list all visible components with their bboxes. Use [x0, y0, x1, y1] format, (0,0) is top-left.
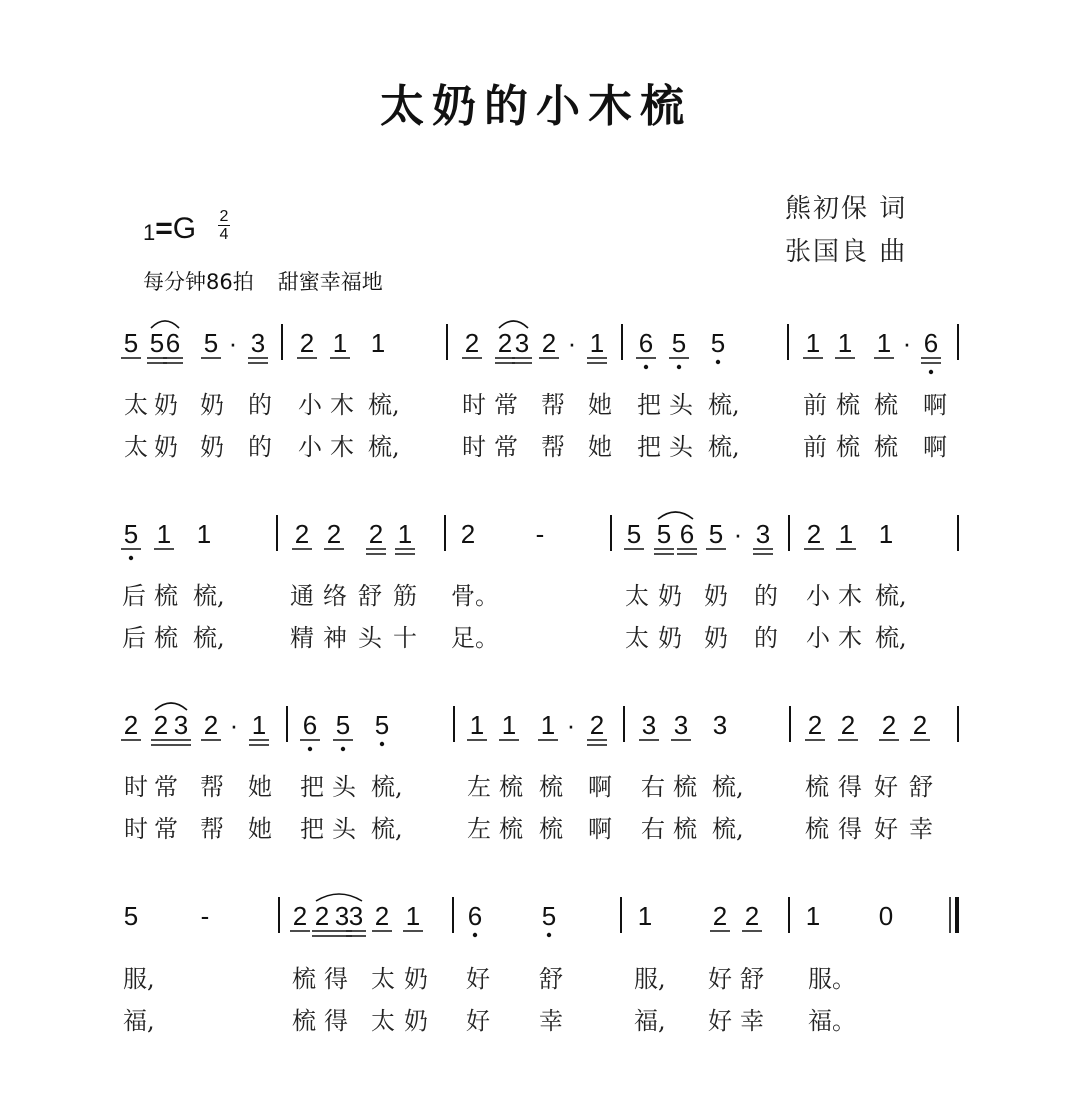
note: 2	[326, 519, 342, 549]
lyric-verse-1: 她	[248, 773, 272, 801]
note: 1	[637, 901, 653, 931]
note: 1	[370, 328, 386, 358]
note: 3	[712, 710, 728, 740]
note: 1	[837, 328, 853, 358]
note: 2	[497, 328, 513, 358]
lyric-verse-1: 服,	[123, 965, 155, 993]
lyric-verse-2: 幸	[909, 815, 933, 843]
lyric-verse-1: 得	[838, 773, 862, 801]
lyric-verse-2: 精	[290, 624, 314, 652]
lyric-verse-1: 筋	[393, 582, 417, 610]
note: 5	[149, 328, 165, 358]
lyric-verse-1: 奶	[154, 391, 178, 419]
note: 3	[250, 328, 266, 358]
lyric-verse-1: 左	[467, 773, 491, 801]
lyric-verse-2: 后	[122, 624, 146, 652]
note: 3	[173, 710, 189, 740]
lyric-verse-1: 舒	[539, 965, 563, 993]
lyric-verse-2: 奶	[404, 1007, 428, 1035]
lyric-verse-2: 把	[637, 433, 661, 461]
note: 5	[541, 901, 557, 931]
lyric-verse-2: 好	[708, 1007, 732, 1035]
lyric-verse-1: 奶	[200, 391, 224, 419]
lyric-verse-1: 木	[838, 582, 862, 610]
lyric-verse-2: 好	[874, 815, 898, 843]
lyric-verse-1: 梳,	[708, 391, 740, 419]
lyric-verse-2: 梳,	[193, 624, 225, 652]
lyric-verse-1: 梳	[874, 391, 898, 419]
key-do: 1	[143, 220, 156, 245]
lyric-verse-2: 她	[248, 815, 272, 843]
lyric-verse-2: 梳,	[371, 815, 403, 843]
slur	[499, 321, 528, 328]
lyric-verse-1: 梳,	[193, 582, 225, 610]
expression-marking: 甜蜜幸福地	[277, 270, 383, 294]
lyric-verse-2: 梳,	[712, 815, 744, 843]
octave-dot-below	[341, 747, 345, 751]
lyric-verse-2: 奶	[154, 433, 178, 461]
lyric-verse-2: 梳	[539, 815, 563, 843]
key-tonic: G	[172, 212, 197, 245]
note: 2	[299, 328, 315, 358]
lyric-verse-2: 啊	[588, 815, 612, 843]
lyric-verse-1: 小	[298, 391, 322, 419]
note: 2	[840, 710, 856, 740]
time-signature-top: 2	[219, 208, 229, 225]
note: 1	[469, 710, 485, 740]
note: 2	[712, 901, 728, 931]
lyric-verse-1: 梳,	[712, 773, 744, 801]
note: 2	[374, 901, 390, 931]
lyric-verse-1: 得	[324, 965, 348, 993]
note: 6	[679, 519, 695, 549]
lyric-verse-1: 梳,	[371, 773, 403, 801]
lyric-verse-2: 头	[358, 624, 382, 652]
lyric-verse-1: 啊	[923, 391, 947, 419]
tempo-marking: 每分钟86拍	[143, 270, 254, 294]
lyric-verse-2: 前	[803, 433, 827, 461]
slur	[155, 703, 187, 710]
note: 3	[641, 710, 657, 740]
lyric-verse-1: 太	[625, 582, 649, 610]
octave-dot-below	[677, 365, 681, 369]
note: 2	[464, 328, 480, 358]
note: 1	[805, 328, 821, 358]
note: 1	[156, 519, 172, 549]
note: 6	[923, 328, 939, 358]
note: 1	[838, 519, 854, 549]
note: 5	[123, 328, 139, 358]
lyric-verse-1: 梳	[805, 773, 829, 801]
note: 5	[123, 901, 139, 931]
lyric-verse-1: 好	[874, 773, 898, 801]
lyric-verse-2: 小	[806, 624, 830, 652]
note: ·	[733, 519, 743, 549]
lyric-verse-2: 梳	[292, 1007, 316, 1035]
lyric-verse-2: 右	[641, 815, 665, 843]
lyric-verse-2: 神	[323, 624, 347, 652]
note: 5	[708, 519, 724, 549]
lyric-verse-1: 前	[803, 391, 827, 419]
note: 3	[348, 901, 364, 931]
note: 6	[165, 328, 181, 358]
lyric-verse-1: 好	[466, 965, 490, 993]
lyric-verse-2: 常	[154, 815, 178, 843]
lyric-verse-1: 右	[641, 773, 665, 801]
lyric-verse-2: 时	[462, 433, 486, 461]
lyric-verse-2: 十	[393, 624, 417, 652]
octave-dot-below	[380, 742, 384, 746]
note: 2	[541, 328, 557, 358]
slur	[316, 894, 362, 901]
lyric-verse-1: 舒	[909, 773, 933, 801]
lyric-verse-2: 头	[669, 433, 693, 461]
lyric-verse-2: 的	[248, 433, 272, 461]
song-title: 太奶的小木梳	[380, 81, 692, 132]
note: 1	[878, 519, 894, 549]
note: -	[535, 519, 545, 549]
lyric-verse-2: 奶	[704, 624, 728, 652]
lyric-verse-1: 梳,	[875, 582, 907, 610]
lyric-verse-1: 把	[300, 773, 324, 801]
lyric-verse-1: 舒	[740, 965, 764, 993]
lyricist-credit: 熊初保 词	[785, 194, 908, 224]
composer-credit: 张国良 曲	[785, 237, 908, 267]
note: 5	[671, 328, 687, 358]
lyric-verse-2: 梳,	[708, 433, 740, 461]
lyric-verse-1: 服。	[808, 965, 856, 993]
note: 6	[638, 328, 654, 358]
lyric-verse-1: 舒	[358, 582, 382, 610]
note: 2	[806, 519, 822, 549]
lyric-verse-2: 的	[754, 624, 778, 652]
lyric-verse-1: 的	[248, 391, 272, 419]
slur	[658, 512, 693, 519]
lyric-verse-1: 时	[124, 773, 148, 801]
note: ·	[228, 328, 238, 358]
note: 1	[876, 328, 892, 358]
lyric-verse-1: 啊	[588, 773, 612, 801]
lyric-verse-1: 梳	[539, 773, 563, 801]
lyric-verse-2: 时	[124, 815, 148, 843]
lyric-verse-1: 太	[371, 965, 395, 993]
lyric-verse-2: 头	[332, 815, 356, 843]
lyric-verse-2: 梳	[154, 624, 178, 652]
lyric-verse-1: 梳,	[368, 391, 400, 419]
lyric-verse-2: 梳,	[368, 433, 400, 461]
note: 3	[514, 328, 530, 358]
note: 2	[881, 710, 897, 740]
lyric-verse-1: 梳	[836, 391, 860, 419]
note: ·	[566, 710, 576, 740]
note: 1	[805, 901, 821, 931]
lyric-verse-1: 通	[290, 582, 314, 610]
note: 2	[807, 710, 823, 740]
note: -	[200, 901, 210, 931]
lyric-verse-1: 梳	[673, 773, 697, 801]
note: 5	[203, 328, 219, 358]
note: 5	[123, 519, 139, 549]
lyric-verse-1: 络	[323, 582, 347, 610]
lyric-verse-2: 左	[467, 815, 491, 843]
lyric-verse-2: 太	[124, 433, 148, 461]
lyric-verse-1: 帮	[541, 391, 565, 419]
octave-dot-below	[644, 365, 648, 369]
lyric-verse-1: 后	[122, 582, 146, 610]
note: 1	[397, 519, 413, 549]
octave-dot-below	[308, 747, 312, 751]
lyric-verse-1: 梳	[499, 773, 523, 801]
lyric-verse-1: 把	[637, 391, 661, 419]
note: 1	[405, 901, 421, 931]
note: ·	[567, 328, 577, 358]
note: ·	[229, 710, 239, 740]
lyric-verse-1: 常	[154, 773, 178, 801]
lyric-verse-2: 得	[838, 815, 862, 843]
lyric-verse-2: 福,	[634, 1007, 666, 1035]
lyric-verse-2: 梳	[805, 815, 829, 843]
note: 2	[203, 710, 219, 740]
lyric-verse-2: 梳	[874, 433, 898, 461]
note: 2	[744, 901, 760, 931]
note: 2	[912, 710, 928, 740]
lyric-verse-2: 把	[300, 815, 324, 843]
lyric-verse-1: 梳	[292, 965, 316, 993]
note: 2	[153, 710, 169, 740]
lyric-verse-2: 太	[371, 1007, 395, 1035]
lyric-verse-1: 奶	[658, 582, 682, 610]
lyric-verse-1: 时	[462, 391, 486, 419]
note: 0	[878, 901, 894, 931]
octave-dot-below	[716, 360, 720, 364]
lyric-verse-2: 帮	[200, 815, 224, 843]
octave-dot-below	[473, 933, 477, 937]
lyric-verse-2: 梳,	[875, 624, 907, 652]
lyric-verse-1: 梳	[154, 582, 178, 610]
lyric-verse-1: 小	[806, 582, 830, 610]
lyric-verse-1: 她	[588, 391, 612, 419]
lyric-verse-2: 常	[494, 433, 518, 461]
note: 1	[251, 710, 267, 740]
note: 2	[123, 710, 139, 740]
note: 1	[589, 328, 605, 358]
note: ·	[902, 328, 912, 358]
lyric-verse-1: 木	[330, 391, 354, 419]
lyric-verse-1: 骨。	[451, 582, 499, 610]
lyric-verse-2: 她	[588, 433, 612, 461]
lyric-verse-2: 足。	[451, 624, 499, 652]
note: 5	[626, 519, 642, 549]
octave-dot-below	[929, 370, 933, 374]
lyric-verse-2: 太	[625, 624, 649, 652]
note: 1	[501, 710, 517, 740]
time-signature-bottom: 4	[219, 226, 229, 243]
lyric-verse-2: 梳	[499, 815, 523, 843]
note: 1	[196, 519, 212, 549]
note: 6	[467, 901, 483, 931]
note: 2	[314, 901, 330, 931]
lyric-verse-2: 幸	[740, 1007, 764, 1035]
lyric-verse-2: 奶	[658, 624, 682, 652]
lyric-verse-1: 好	[708, 965, 732, 993]
note: 5	[374, 710, 390, 740]
note: 3	[334, 901, 350, 931]
lyric-verse-1: 帮	[200, 773, 224, 801]
lyric-verse-1: 的	[754, 582, 778, 610]
lyric-verse-1: 服,	[634, 965, 666, 993]
lyric-verse-2: 小	[298, 433, 322, 461]
lyric-verse-1: 头	[669, 391, 693, 419]
octave-dot-below	[129, 556, 133, 560]
note: 2	[368, 519, 384, 549]
octave-dot-below	[547, 933, 551, 937]
lyric-verse-2: 帮	[541, 433, 565, 461]
note: 2	[460, 519, 476, 549]
lyric-verse-1: 常	[494, 391, 518, 419]
lyric-verse-2: 福,	[123, 1007, 155, 1035]
note: 5	[335, 710, 351, 740]
key-equals: =	[155, 212, 173, 245]
lyric-verse-2: 梳	[836, 433, 860, 461]
note: 1	[332, 328, 348, 358]
lyric-verse-2: 木	[838, 624, 862, 652]
note: 2	[294, 519, 310, 549]
lyric-verse-2: 好	[466, 1007, 490, 1035]
lyric-verse-1: 奶	[704, 582, 728, 610]
note: 5	[710, 328, 726, 358]
lyric-verse-2: 奶	[200, 433, 224, 461]
lyric-verse-2: 木	[330, 433, 354, 461]
note: 2	[589, 710, 605, 740]
note: 3	[673, 710, 689, 740]
lyric-verse-1: 奶	[404, 965, 428, 993]
lyric-verse-2: 梳	[673, 815, 697, 843]
lyric-verse-1: 太	[124, 391, 148, 419]
lyric-verse-2: 得	[324, 1007, 348, 1035]
note: 6	[302, 710, 318, 740]
lyric-verse-2: 福。	[808, 1007, 856, 1035]
lyric-verse-1: 头	[332, 773, 356, 801]
slur	[151, 321, 179, 328]
note: 3	[755, 519, 771, 549]
lyric-verse-2: 啊	[923, 433, 947, 461]
note: 5	[656, 519, 672, 549]
lyric-verse-2: 幸	[539, 1007, 563, 1035]
note: 1	[540, 710, 556, 740]
note: 2	[292, 901, 308, 931]
